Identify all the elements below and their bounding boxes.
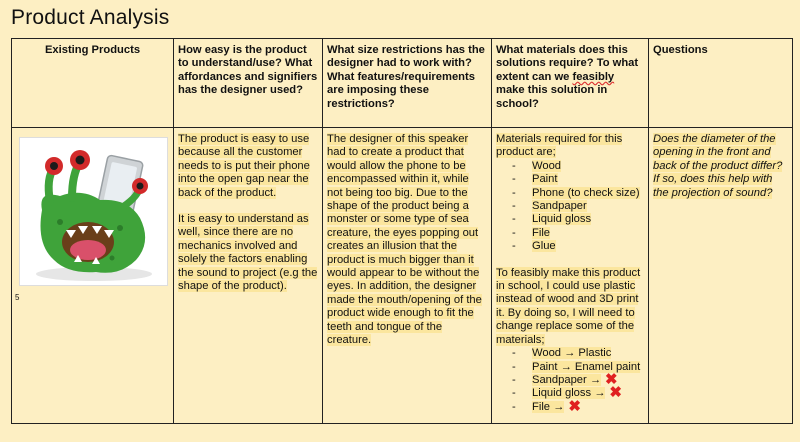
header-size-restrictions: What size restrictions has the designer had to work with? What features/requirements are imposing these restrictions? bbox=[323, 39, 492, 128]
product-row bbox=[12, 128, 793, 424]
materials-intro: Materials required for this product are; bbox=[496, 133, 623, 159]
replacement-item: - Wood → Plastic bbox=[512, 347, 644, 360]
material-item: - Glue bbox=[512, 240, 644, 253]
replacement-item: - Liquid gloss → ✖ bbox=[512, 387, 644, 400]
image-number: 5 bbox=[15, 293, 20, 302]
replacement-item: - Paint → Enamel paint bbox=[512, 361, 644, 374]
misspelled-word[interactable]: feasibly bbox=[572, 70, 615, 83]
header-materials: What materials does this solutions require? To what extent can we feasibly make this solution in school? bbox=[492, 39, 649, 128]
materials-cell bbox=[492, 128, 649, 424]
header-existing-products: Existing Products bbox=[12, 39, 174, 128]
material-item: - Liquid gloss bbox=[512, 213, 644, 226]
material-item: - Wood bbox=[512, 160, 644, 173]
page-title: Product Analysis bbox=[11, 6, 170, 29]
ease-paragraph-1: The product is easy to use because all the customer needs to is put their phone into the open gap near the back of the product. bbox=[178, 133, 310, 199]
header-questions: Questions bbox=[649, 39, 793, 128]
material-item: - Paint bbox=[512, 173, 644, 186]
questions-cell bbox=[649, 128, 793, 424]
material-item: - File bbox=[512, 227, 644, 240]
replacements-list bbox=[496, 347, 644, 414]
analysis-table bbox=[11, 38, 793, 424]
monster-speaker-illustration bbox=[20, 138, 167, 285]
cross-mark-icon: ✖ bbox=[568, 397, 581, 415]
material-item: - Phone (to check size) bbox=[512, 187, 644, 200]
product-image-cell bbox=[12, 128, 174, 424]
product-image[interactable] bbox=[19, 137, 168, 286]
header-row bbox=[12, 39, 793, 128]
header-ease-of-use: How easy is the product to understand/use? What affordances and signifiers has the designer used? bbox=[174, 39, 323, 128]
replacement-item: - File → ✖ bbox=[512, 401, 644, 414]
replacement-item: - Sandpaper → ✖ bbox=[512, 374, 644, 387]
size-restrictions-cell bbox=[323, 128, 492, 424]
materials-plan: To feasibly make this product in school, I could use plastic instead of wood and 3D print it. By doing so, I will need to change replace some of the materials; bbox=[496, 266, 641, 346]
material-item: - Sandpaper bbox=[512, 200, 644, 213]
size-restrictions-text: The designer of this speaker had to create a product that would allow the phone to be encompassed within it, while not being too big. Due to the shape of the product being a monster or some type of sea creature, the eyes popping out creates an illusion that the product is much bigger than it would appear to be without the eyes. In addition, the designer made the mouth/opening of the product wide enough to fit the teeth and tongue of the creature. bbox=[327, 133, 482, 347]
cross-mark-icon: ✖ bbox=[609, 384, 622, 402]
ease-of-use-cell bbox=[174, 128, 323, 424]
questions-text: Does the diameter of the opening in the front and back of the product differ? If so, does this help with the projection of sound? bbox=[653, 133, 783, 199]
ease-paragraph-2: It is easy to understand as well, since there are no mechanics involved and solely the factors enabling the sound to project (e.g the shape of the product). bbox=[178, 213, 318, 293]
materials-list bbox=[496, 160, 644, 254]
cross-mark-icon: ✖ bbox=[605, 370, 618, 388]
